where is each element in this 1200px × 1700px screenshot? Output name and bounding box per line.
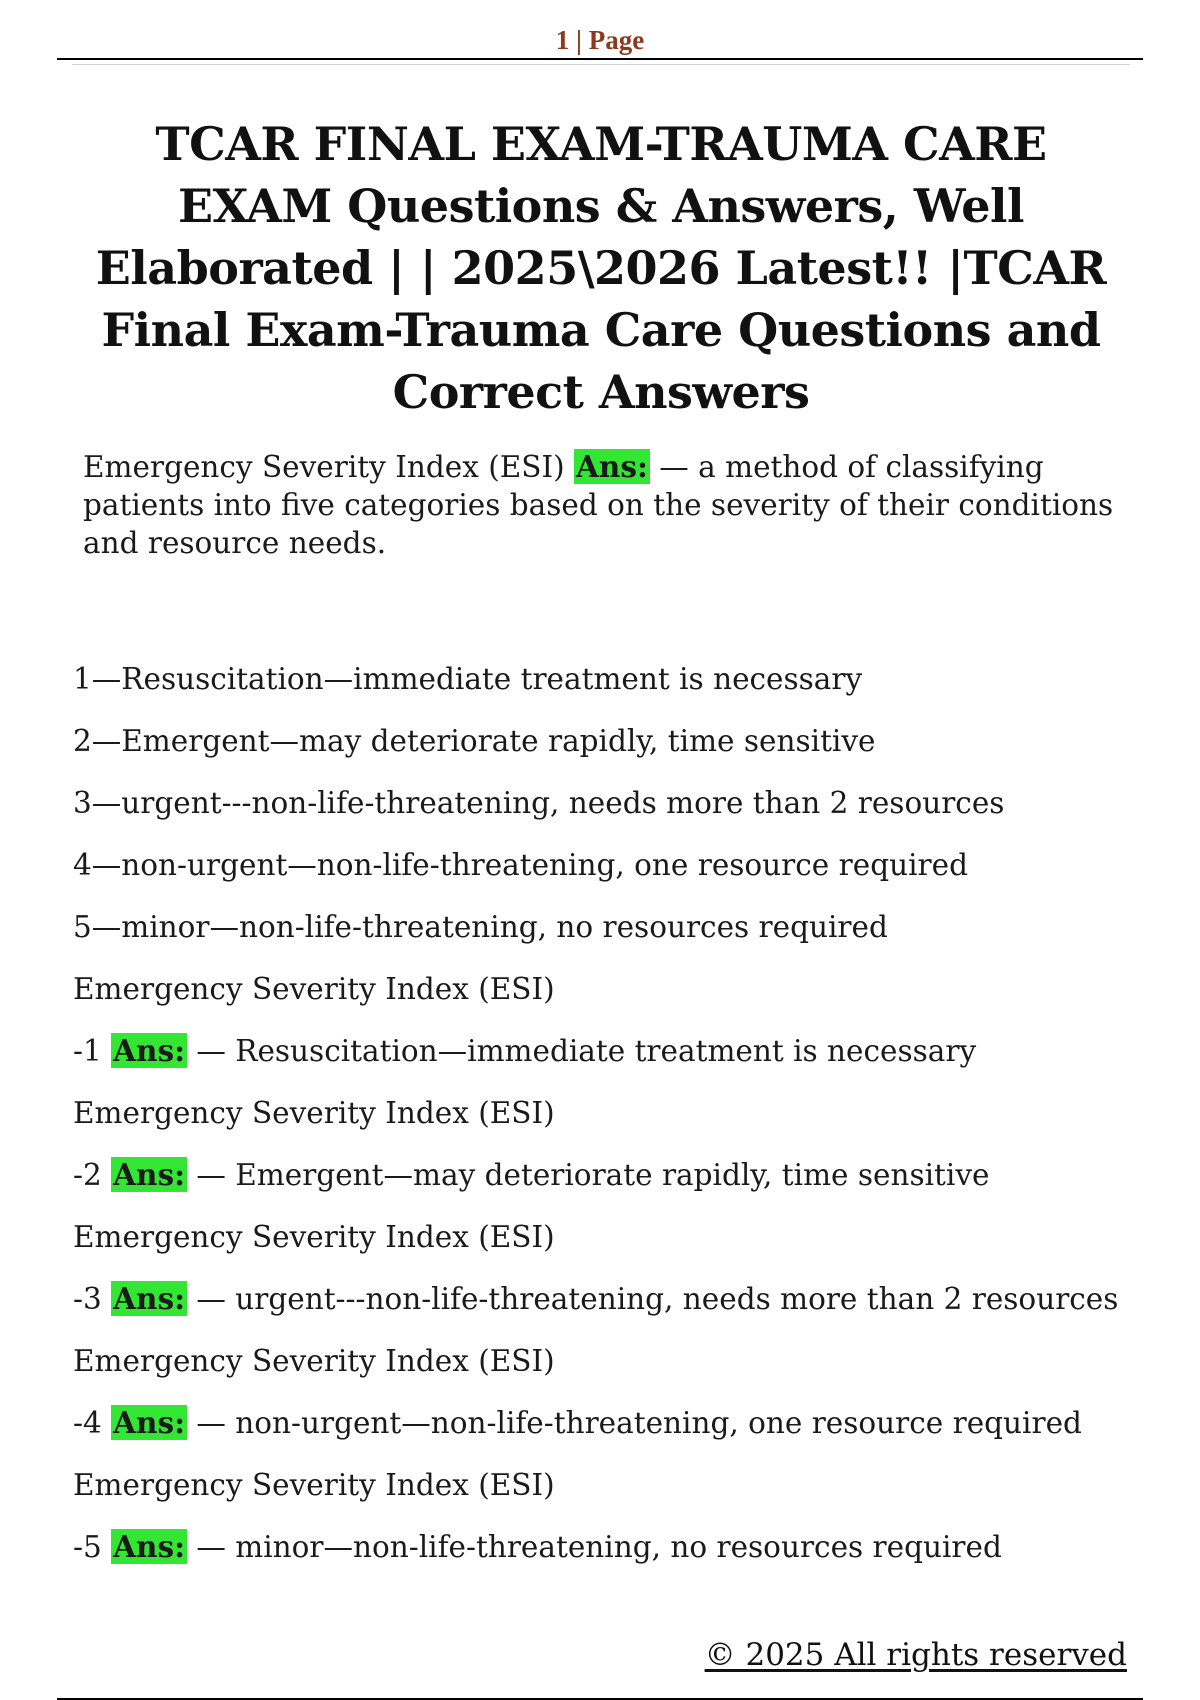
esi-level-list — [73, 660, 1138, 946]
intro-paragraph — [73, 448, 1138, 562]
ans-highlight: Ans: — [113, 1529, 185, 1564]
intro-definition: — a method of classifying patients into five categories based on the severity of their conditions and resource needs. — [83, 450, 1114, 560]
qa-question: Emergency Severity Index (ESI) — [73, 1344, 555, 1378]
qa-answer-text: — Resuscitation—immediate treatment is necessary — [196, 1034, 977, 1068]
page-header — [57, 22, 1143, 60]
qa-answer-text: — urgent---non-life-threatening, needs more than 2 resources — [196, 1282, 1119, 1316]
qa-answer — [73, 1528, 1138, 1566]
copyright-notice: © 2025 All rights reserved — [704, 1637, 1127, 1673]
qa-list — [73, 970, 1138, 1566]
qa-answer-text: — non-urgent—non-life-threatening, one resource required — [196, 1406, 1082, 1440]
page-number: 1 | Page — [555, 25, 645, 55]
esi-level-item: 2—Emergent—may deteriorate rapidly, time sensitive — [73, 724, 876, 758]
qa-question: Emergency Severity Index (ESI) — [73, 1220, 555, 1254]
ans-highlight: Ans: — [113, 1405, 185, 1440]
esi-level-item: 1—Resuscitation—immediate treatment is necessary — [73, 662, 863, 696]
ans-highlight: Ans: — [113, 1281, 185, 1316]
qa-prefix: -5 — [73, 1530, 102, 1564]
esi-level-item: 4—non-urgent—non-life-threatening, one resource required — [73, 848, 968, 882]
esi-level-item: 5—minor—non-life-threatening, no resources required — [73, 910, 888, 944]
ans-highlight: Ans: — [113, 1157, 185, 1192]
qa-question: Emergency Severity Index (ESI) — [73, 972, 555, 1006]
qa-answer — [73, 1156, 1138, 1194]
document-body — [73, 448, 1138, 1590]
header-divider — [72, 64, 1130, 65]
ans-highlight: Ans: — [576, 449, 648, 484]
qa-answer — [73, 1280, 1138, 1318]
qa-question: Emergency Severity Index (ESI) — [73, 1468, 555, 1502]
document-title: TCAR FINAL EXAM-TRAUMA CARE EXAM Questions & Answers, Well Elaborated | | 2025\2026 Latest!! |TCAR Final Exam-Trauma Care Questions and Correct Answers — [95, 117, 1107, 419]
qa-answer — [73, 1032, 1138, 1070]
qa-answer-text: — Emergent—may deteriorate rapidly, time sensitive — [196, 1158, 990, 1192]
qa-question: Emergency Severity Index (ESI) — [73, 1096, 555, 1130]
qa-answer-text: — minor—non-life-threatening, no resources required — [196, 1530, 1002, 1564]
ans-highlight: Ans: — [113, 1033, 185, 1068]
intro-term: Emergency Severity Index (ESI) — [83, 450, 565, 484]
qa-prefix: -1 — [73, 1034, 102, 1068]
qa-prefix: -2 — [73, 1158, 102, 1192]
qa-prefix: -3 — [73, 1282, 102, 1316]
esi-level-item: 3—urgent---non-life-threatening, needs more than 2 resources — [73, 786, 1005, 820]
spacer — [73, 562, 1138, 660]
qa-answer — [73, 1404, 1138, 1442]
qa-prefix: -4 — [73, 1406, 102, 1440]
